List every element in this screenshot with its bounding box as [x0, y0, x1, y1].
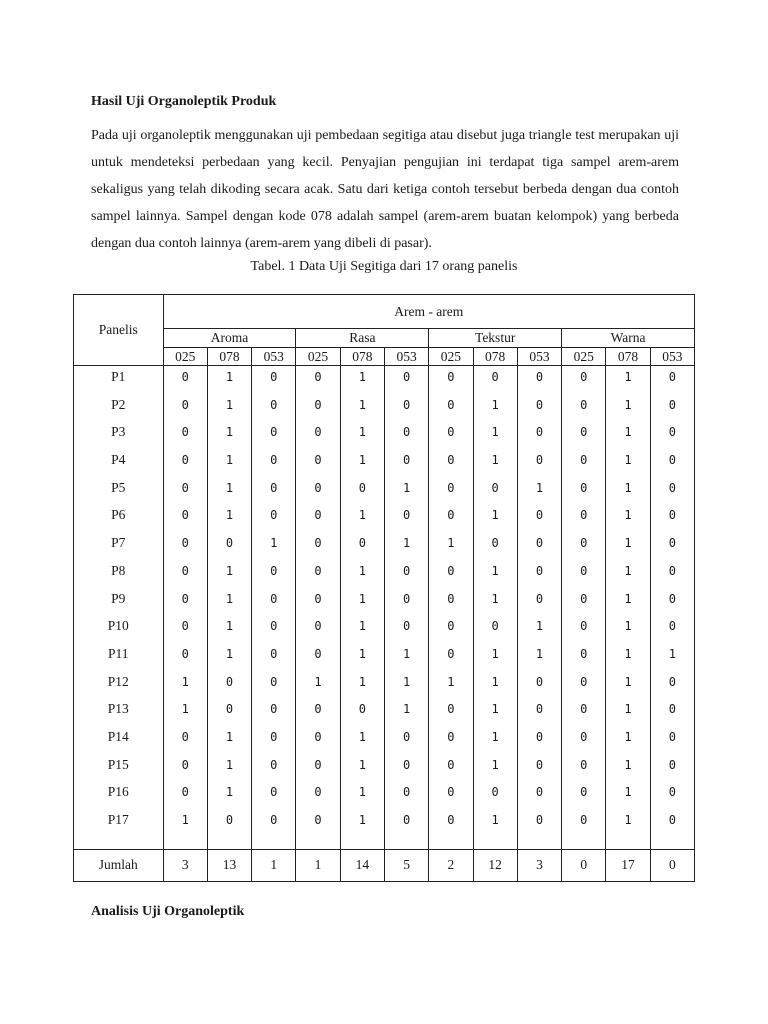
table-row	[74, 809, 695, 837]
value-cell: 0	[163, 421, 207, 449]
value-cell: 0	[517, 504, 561, 532]
value-cell: 1	[207, 588, 251, 616]
value-cell: 1	[340, 615, 384, 643]
value-cell: 0	[384, 781, 428, 809]
sample-code-header: 078	[606, 348, 650, 366]
value-cell: 1	[606, 643, 650, 671]
value-cell: 0	[296, 615, 340, 643]
value-cell: 0	[562, 754, 606, 782]
value-cell: 0	[252, 671, 296, 699]
value-cell: 0	[207, 698, 251, 726]
value-cell: 0	[562, 477, 606, 505]
sample-code-header: 078	[207, 348, 251, 366]
value-cell: 0	[340, 532, 384, 560]
value-cell: 0	[517, 421, 561, 449]
value-cell: 0	[163, 477, 207, 505]
value-cell: 1	[473, 671, 517, 699]
value-cell: 1	[207, 726, 251, 754]
table-row	[74, 615, 695, 643]
value-cell: 0	[207, 532, 251, 560]
table-row	[74, 560, 695, 588]
value-cell: 1	[473, 809, 517, 837]
value-cell: 1	[473, 449, 517, 477]
value-cell: 0	[562, 726, 606, 754]
value-cell: 1	[517, 643, 561, 671]
total-cell: 17	[606, 849, 650, 881]
value-cell: 1	[207, 421, 251, 449]
total-cell: 14	[340, 849, 384, 881]
value-cell: 1	[473, 754, 517, 782]
sample-code-header: 025	[562, 348, 606, 366]
value-cell: 0	[562, 532, 606, 560]
value-cell: 0	[517, 394, 561, 422]
value-cell: 0	[384, 726, 428, 754]
value-cell: 0	[562, 643, 606, 671]
value-cell: 0	[429, 504, 473, 532]
value-cell: 0	[296, 449, 340, 477]
value-cell: 0	[384, 394, 428, 422]
value-cell: 1	[606, 449, 650, 477]
value-cell: 1	[606, 809, 650, 837]
intro-paragraph: Pada uji organoleptik menggunakan uji pembedaan segitiga atau disebut juga triangle test merupakan uji untuk mendeteksi perbedaan yang kecil. Penyajian pengujian ini terdapat tiga sampel arem-arem sekaligus yang telah dikoding secara acak. Satu dari ketiga contoh tersebut berbeda dengan dua contoh sampel lainnya. Sampel dengan kode 078 adalah sampel (arem-arem buatan kelompok) yang berbeda dengan dua contoh lainnya (arem-arem yang dibeli di pasar).	[91, 128, 679, 251]
value-cell: 0	[650, 560, 694, 588]
value-cell: 0	[163, 754, 207, 782]
value-cell: 0	[296, 754, 340, 782]
value-cell: 0	[384, 449, 428, 477]
panelis-cell: P9	[74, 588, 164, 616]
group-header: Arem - arem	[163, 295, 694, 329]
value-cell: 0	[650, 477, 694, 505]
value-cell: 0	[473, 477, 517, 505]
table-caption: Tabel. 1 Data Uji Segitiga dari 17 orang panelis	[250, 259, 518, 274]
value-cell: 0	[650, 504, 694, 532]
value-cell: 0	[429, 421, 473, 449]
value-cell: 0	[207, 671, 251, 699]
attribute-header: Warna	[562, 329, 695, 348]
panelis-cell: P12	[74, 671, 164, 699]
total-cell: 5	[384, 849, 428, 881]
panelis-cell: P6	[74, 504, 164, 532]
value-cell: 0	[252, 477, 296, 505]
panelis-cell: P8	[74, 560, 164, 588]
value-cell: 0	[473, 781, 517, 809]
value-cell: 0	[163, 615, 207, 643]
panelis-cell: P11	[74, 643, 164, 671]
spacer-cell	[650, 837, 694, 850]
value-cell: 1	[340, 588, 384, 616]
panelis-cell: P15	[74, 754, 164, 782]
table-row	[74, 588, 695, 616]
value-cell: 0	[517, 781, 561, 809]
panelis-cell: P7	[74, 532, 164, 560]
value-cell: 0	[252, 366, 296, 394]
value-cell: 1	[207, 366, 251, 394]
value-cell: 1	[606, 615, 650, 643]
value-cell: 0	[296, 560, 340, 588]
value-cell: 1	[163, 671, 207, 699]
value-cell: 1	[606, 754, 650, 782]
value-cell: 0	[650, 449, 694, 477]
value-cell: 1	[517, 477, 561, 505]
value-cell: 1	[207, 449, 251, 477]
value-cell: 0	[650, 781, 694, 809]
value-cell: 0	[429, 560, 473, 588]
value-cell: 1	[473, 588, 517, 616]
value-cell: 1	[207, 394, 251, 422]
value-cell: 1	[207, 504, 251, 532]
value-cell: 0	[163, 449, 207, 477]
spacer-cell	[562, 837, 606, 850]
value-cell: 0	[650, 698, 694, 726]
panelis-cell: P1	[74, 366, 164, 394]
value-cell: 0	[384, 754, 428, 782]
panelis-cell: P5	[74, 477, 164, 505]
sample-code-header: 025	[296, 348, 340, 366]
value-cell: 0	[384, 588, 428, 616]
value-cell: 0	[429, 366, 473, 394]
value-cell: 1	[207, 560, 251, 588]
value-cell: 1	[340, 671, 384, 699]
value-cell: 0	[517, 532, 561, 560]
value-cell: 1	[207, 615, 251, 643]
panelis-cell: P10	[74, 615, 164, 643]
value-cell: 0	[650, 615, 694, 643]
value-cell: 0	[517, 366, 561, 394]
value-cell: 0	[517, 449, 561, 477]
spacer-cell	[74, 837, 164, 850]
table-row	[74, 532, 695, 560]
value-cell: 0	[163, 781, 207, 809]
value-cell: 1	[340, 809, 384, 837]
total-cell: 3	[517, 849, 561, 881]
value-cell: 1	[429, 532, 473, 560]
value-cell: 1	[606, 421, 650, 449]
value-cell: 1	[384, 477, 428, 505]
value-cell: 0	[384, 809, 428, 837]
value-cell: 0	[296, 588, 340, 616]
value-cell: 0	[163, 588, 207, 616]
value-cell: 0	[517, 671, 561, 699]
value-cell: 1	[606, 671, 650, 699]
value-cell: 0	[163, 394, 207, 422]
table-row	[74, 504, 695, 532]
spacer-cell	[429, 837, 473, 850]
total-cell: 0	[650, 849, 694, 881]
value-cell: 0	[517, 809, 561, 837]
value-cell: 1	[340, 643, 384, 671]
value-cell: 0	[473, 532, 517, 560]
value-cell: 0	[340, 477, 384, 505]
value-cell: 0	[296, 394, 340, 422]
sample-code-header: 025	[429, 348, 473, 366]
value-cell: 0	[384, 421, 428, 449]
value-cell: 0	[650, 809, 694, 837]
value-cell: 0	[562, 615, 606, 643]
value-cell: 1	[473, 560, 517, 588]
value-cell: 0	[429, 394, 473, 422]
value-cell: 0	[252, 698, 296, 726]
value-cell: 1	[384, 698, 428, 726]
value-cell: 0	[429, 643, 473, 671]
value-cell: 0	[473, 366, 517, 394]
panelis-cell: P2	[74, 394, 164, 422]
value-cell: 0	[429, 588, 473, 616]
value-cell: 0	[562, 366, 606, 394]
value-cell: 0	[429, 449, 473, 477]
table-row	[74, 394, 695, 422]
value-cell: 1	[340, 366, 384, 394]
spacer-cell	[207, 837, 251, 850]
value-cell: 0	[252, 588, 296, 616]
total-cell: 1	[252, 849, 296, 881]
value-cell: 0	[252, 449, 296, 477]
total-label: Jumlah	[74, 849, 164, 881]
value-cell: 1	[650, 643, 694, 671]
value-cell: 0	[163, 532, 207, 560]
value-cell: 0	[562, 698, 606, 726]
value-cell: 0	[650, 532, 694, 560]
section-heading-analysis: Analisis Uji Organoleptik	[91, 904, 245, 919]
value-cell: 1	[340, 754, 384, 782]
total-cell: 2	[429, 849, 473, 881]
value-cell: 0	[562, 781, 606, 809]
value-cell: 1	[384, 532, 428, 560]
value-cell: 0	[252, 504, 296, 532]
total-cell: 0	[562, 849, 606, 881]
value-cell: 0	[517, 754, 561, 782]
spacer-cell	[473, 837, 517, 850]
total-row	[74, 849, 695, 881]
sample-code-header: 053	[650, 348, 694, 366]
value-cell: 1	[606, 781, 650, 809]
sample-code-header: 053	[252, 348, 296, 366]
section-heading-results: Hasil Uji Organoleptik Produk	[91, 94, 277, 109]
spacer-cell	[252, 837, 296, 850]
table-row	[74, 449, 695, 477]
total-cell: 12	[473, 849, 517, 881]
table-row	[74, 781, 695, 809]
value-cell: 0	[429, 754, 473, 782]
value-cell: 0	[296, 477, 340, 505]
value-cell: 1	[606, 698, 650, 726]
value-cell: 0	[207, 809, 251, 837]
value-cell: 0	[252, 615, 296, 643]
value-cell: 1	[473, 504, 517, 532]
value-cell: 1	[340, 504, 384, 532]
table-row	[74, 477, 695, 505]
value-cell: 0	[562, 394, 606, 422]
value-cell: 0	[650, 588, 694, 616]
spacer-cell	[296, 837, 340, 850]
panelis-cell: P13	[74, 698, 164, 726]
value-cell: 1	[207, 643, 251, 671]
attribute-header: Rasa	[296, 329, 429, 348]
value-cell: 0	[252, 560, 296, 588]
value-cell: 0	[252, 754, 296, 782]
spacer-cell	[606, 837, 650, 850]
table-row	[74, 643, 695, 671]
value-cell: 1	[606, 560, 650, 588]
table-row	[74, 698, 695, 726]
value-cell: 1	[340, 781, 384, 809]
sample-code-header: 053	[517, 348, 561, 366]
value-cell: 0	[650, 671, 694, 699]
value-cell: 0	[562, 588, 606, 616]
value-cell: 0	[252, 394, 296, 422]
value-cell: 0	[296, 726, 340, 754]
value-cell: 1	[384, 643, 428, 671]
value-cell: 0	[163, 726, 207, 754]
value-cell: 0	[517, 698, 561, 726]
value-cell: 1	[207, 477, 251, 505]
value-cell: 0	[650, 366, 694, 394]
sample-code-header: 078	[473, 348, 517, 366]
value-cell: 1	[340, 560, 384, 588]
total-cell: 3	[163, 849, 207, 881]
total-cell: 13	[207, 849, 251, 881]
value-cell: 0	[163, 504, 207, 532]
table-row	[74, 726, 695, 754]
value-cell: 1	[429, 671, 473, 699]
value-cell: 0	[429, 698, 473, 726]
value-cell: 0	[650, 754, 694, 782]
triangle-test-table	[73, 294, 695, 882]
value-cell: 1	[296, 671, 340, 699]
panelis-cell: P16	[74, 781, 164, 809]
table-row	[74, 421, 695, 449]
value-cell: 0	[562, 560, 606, 588]
value-cell: 0	[517, 726, 561, 754]
table-row	[74, 366, 695, 394]
attribute-header: Tekstur	[429, 329, 562, 348]
value-cell: 1	[606, 477, 650, 505]
value-cell: 0	[473, 615, 517, 643]
sample-code-header: 078	[340, 348, 384, 366]
panelis-cell: P4	[74, 449, 164, 477]
value-cell: 1	[606, 366, 650, 394]
spacer-cell	[340, 837, 384, 850]
spacer-cell	[517, 837, 561, 850]
value-cell: 1	[473, 726, 517, 754]
value-cell: 1	[384, 671, 428, 699]
value-cell: 1	[517, 615, 561, 643]
value-cell: 1	[340, 394, 384, 422]
value-cell: 1	[252, 532, 296, 560]
value-cell: 0	[163, 560, 207, 588]
value-cell: 0	[384, 560, 428, 588]
value-cell: 0	[429, 726, 473, 754]
value-cell: 0	[562, 421, 606, 449]
value-cell: 0	[384, 504, 428, 532]
total-cell: 1	[296, 849, 340, 881]
table-row	[74, 754, 695, 782]
sample-code-header: 053	[384, 348, 428, 366]
value-cell: 0	[296, 698, 340, 726]
value-cell: 1	[163, 809, 207, 837]
spacer-cell	[163, 837, 207, 850]
value-cell: 1	[340, 726, 384, 754]
value-cell: 1	[473, 394, 517, 422]
value-cell: 0	[384, 366, 428, 394]
spacer-cell	[384, 837, 428, 850]
value-cell: 0	[429, 781, 473, 809]
value-cell: 0	[252, 421, 296, 449]
value-cell: 0	[562, 504, 606, 532]
value-cell: 1	[473, 421, 517, 449]
value-cell: 0	[296, 781, 340, 809]
value-cell: 0	[163, 643, 207, 671]
value-cell: 1	[606, 726, 650, 754]
panelis-cell: P17	[74, 809, 164, 837]
value-cell: 0	[252, 643, 296, 671]
value-cell: 0	[163, 366, 207, 394]
panelis-cell: P3	[74, 421, 164, 449]
value-cell: 1	[606, 504, 650, 532]
value-cell: 0	[650, 394, 694, 422]
value-cell: 0	[296, 809, 340, 837]
value-cell: 1	[606, 588, 650, 616]
value-cell: 0	[650, 421, 694, 449]
attribute-header: Aroma	[163, 329, 296, 348]
value-cell: 1	[207, 781, 251, 809]
value-cell: 0	[252, 726, 296, 754]
value-cell: 1	[163, 698, 207, 726]
value-cell: 0	[562, 449, 606, 477]
panelis-cell: P14	[74, 726, 164, 754]
value-cell: 0	[517, 588, 561, 616]
value-cell: 1	[606, 394, 650, 422]
value-cell: 1	[340, 449, 384, 477]
value-cell: 0	[384, 615, 428, 643]
value-cell: 0	[296, 421, 340, 449]
value-cell: 1	[340, 421, 384, 449]
spacer-row	[74, 837, 695, 850]
table-row	[74, 671, 695, 699]
value-cell: 0	[562, 809, 606, 837]
value-cell: 0	[296, 504, 340, 532]
value-cell: 0	[252, 809, 296, 837]
value-cell: 0	[252, 781, 296, 809]
value-cell: 0	[650, 726, 694, 754]
value-cell: 0	[429, 615, 473, 643]
value-cell: 0	[296, 366, 340, 394]
value-cell: 1	[606, 532, 650, 560]
panelis-header: Panelis	[74, 295, 164, 366]
value-cell: 0	[340, 698, 384, 726]
value-cell: 0	[517, 560, 561, 588]
value-cell: 0	[296, 532, 340, 560]
value-cell: 1	[473, 698, 517, 726]
value-cell: 1	[207, 754, 251, 782]
sample-code-header: 025	[163, 348, 207, 366]
value-cell: 0	[562, 671, 606, 699]
value-cell: 1	[473, 643, 517, 671]
value-cell: 0	[429, 809, 473, 837]
value-cell: 0	[296, 643, 340, 671]
value-cell: 0	[429, 477, 473, 505]
